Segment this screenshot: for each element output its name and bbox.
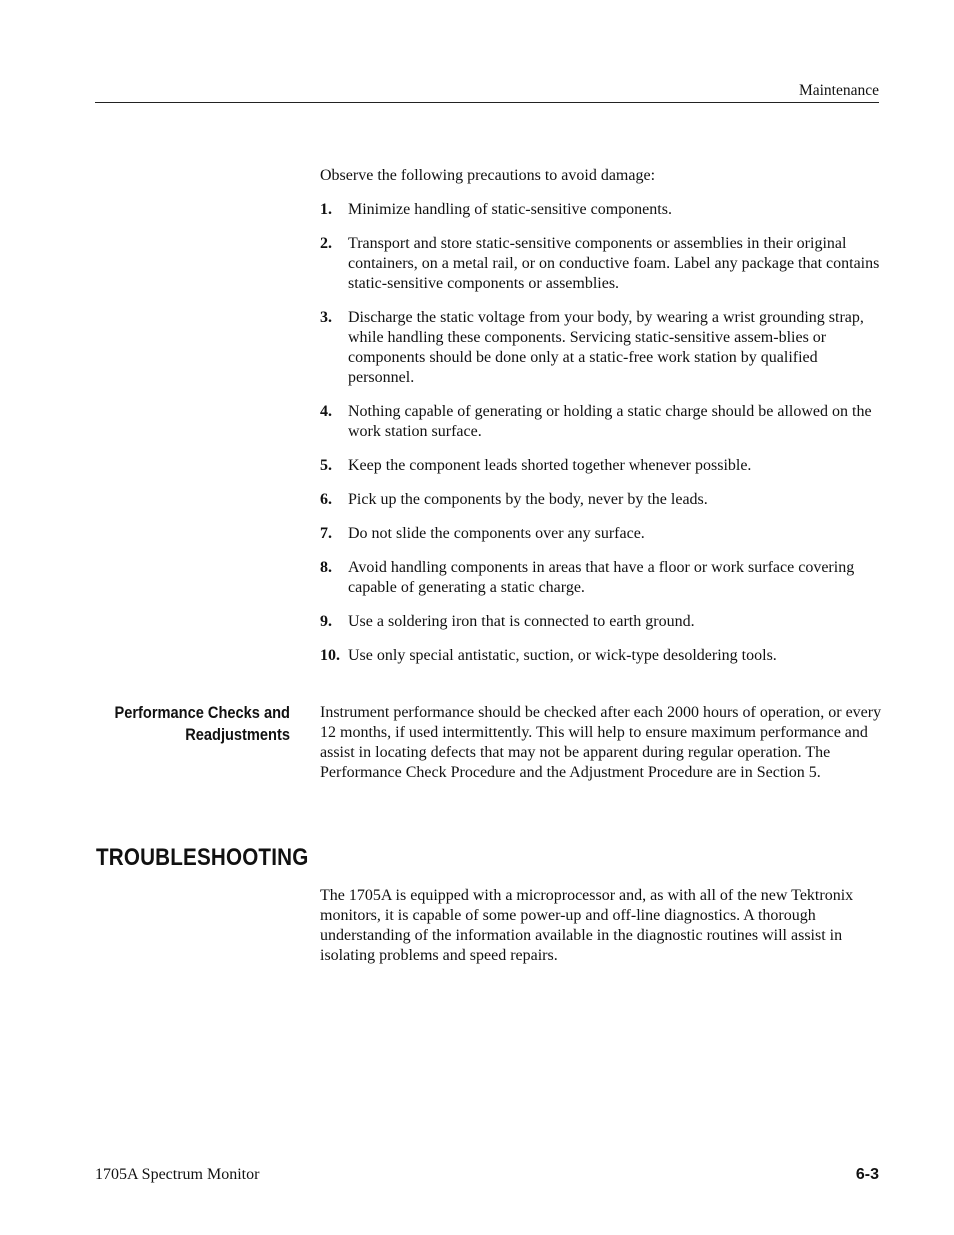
list-item xyxy=(320,646,885,666)
item-text: Use a soldering iron that is connected to earth ground. xyxy=(348,613,695,630)
performance-heading-line1: Performance Checks and xyxy=(114,703,290,722)
item-text: Pick up the components by the body, never by the leads. xyxy=(348,491,708,508)
footer-title: 1705A Spectrum Monitor xyxy=(95,1166,260,1183)
troubleshooting-title: TROUBLESHOOTING xyxy=(96,844,309,871)
list-item xyxy=(320,200,885,220)
item-text: Use only special antistatic, suction, or wick-type desoldering tools. xyxy=(348,647,777,664)
page-number: 6-3 xyxy=(855,1166,879,1183)
performance-heading-line2: Readjustments xyxy=(185,725,290,744)
item-number: 6. xyxy=(320,491,332,508)
item-text: Do not slide the components over any surface. xyxy=(348,525,645,542)
list-item xyxy=(320,612,885,632)
item-text: Keep the component leads shorted together whenever possible. xyxy=(348,457,752,474)
item-number: 1. xyxy=(320,201,332,218)
precautions-intro: Observe the following precautions to avoid damage: xyxy=(320,167,656,184)
performance-heading xyxy=(92,702,290,746)
performance-paragraph: Instrument performance should be checked after each 2000 hours of operation, or every 12 months, if used intermittently. This will help to ensure maximum performance and assist in locating defects that may not be apparent during regular operation. The Performance Check Procedure and the Adjustment Procedure are in Section 5. xyxy=(320,704,882,781)
item-number: 4. xyxy=(320,403,332,420)
header-rule xyxy=(95,102,879,103)
list-item xyxy=(320,524,885,544)
item-text: Minimize handling of static-sensitive components. xyxy=(348,201,672,218)
item-number: 10. xyxy=(320,647,340,664)
item-text: Nothing capable of generating or holding a static charge should be allowed on the work station surface. xyxy=(348,403,872,440)
item-number: 8. xyxy=(320,559,332,576)
item-text: Discharge the static voltage from your body, by wearing a wrist grounding strap, while handling these components. Servicing static-sensitive assem-blies or components should be done only at a static-free work station by qualified personnel. xyxy=(348,309,864,386)
item-number: 9. xyxy=(320,613,332,630)
list-item xyxy=(320,490,885,510)
list-item xyxy=(320,558,885,598)
list-item xyxy=(320,402,885,442)
item-text: Avoid handling components in areas that have a floor or work surface covering capable of generating a static charge. xyxy=(348,559,855,596)
item-number: 2. xyxy=(320,235,332,252)
troubleshooting-paragraph: The 1705A is equipped with a microprocessor and, as with all of the new Tektronix monitors, it is capable of some power-up and off-line diagnostics. A thorough understanding of the information available in the diagnostic routines will assist in isolating problems and speed repairs. xyxy=(320,887,854,964)
list-item xyxy=(320,234,885,294)
list-item xyxy=(320,456,885,476)
item-number: 7. xyxy=(320,525,332,542)
item-number: 3. xyxy=(320,309,332,326)
item-number: 5. xyxy=(320,457,332,474)
precautions-list xyxy=(320,200,885,680)
list-item xyxy=(320,308,885,388)
item-text: Transport and store static-sensitive components or assemblies in their original containers, on a metal rail, or on conductive foam. Label any package that contains static-sensitive components or assemblies. xyxy=(348,235,880,292)
running-header: Maintenance xyxy=(798,82,879,99)
